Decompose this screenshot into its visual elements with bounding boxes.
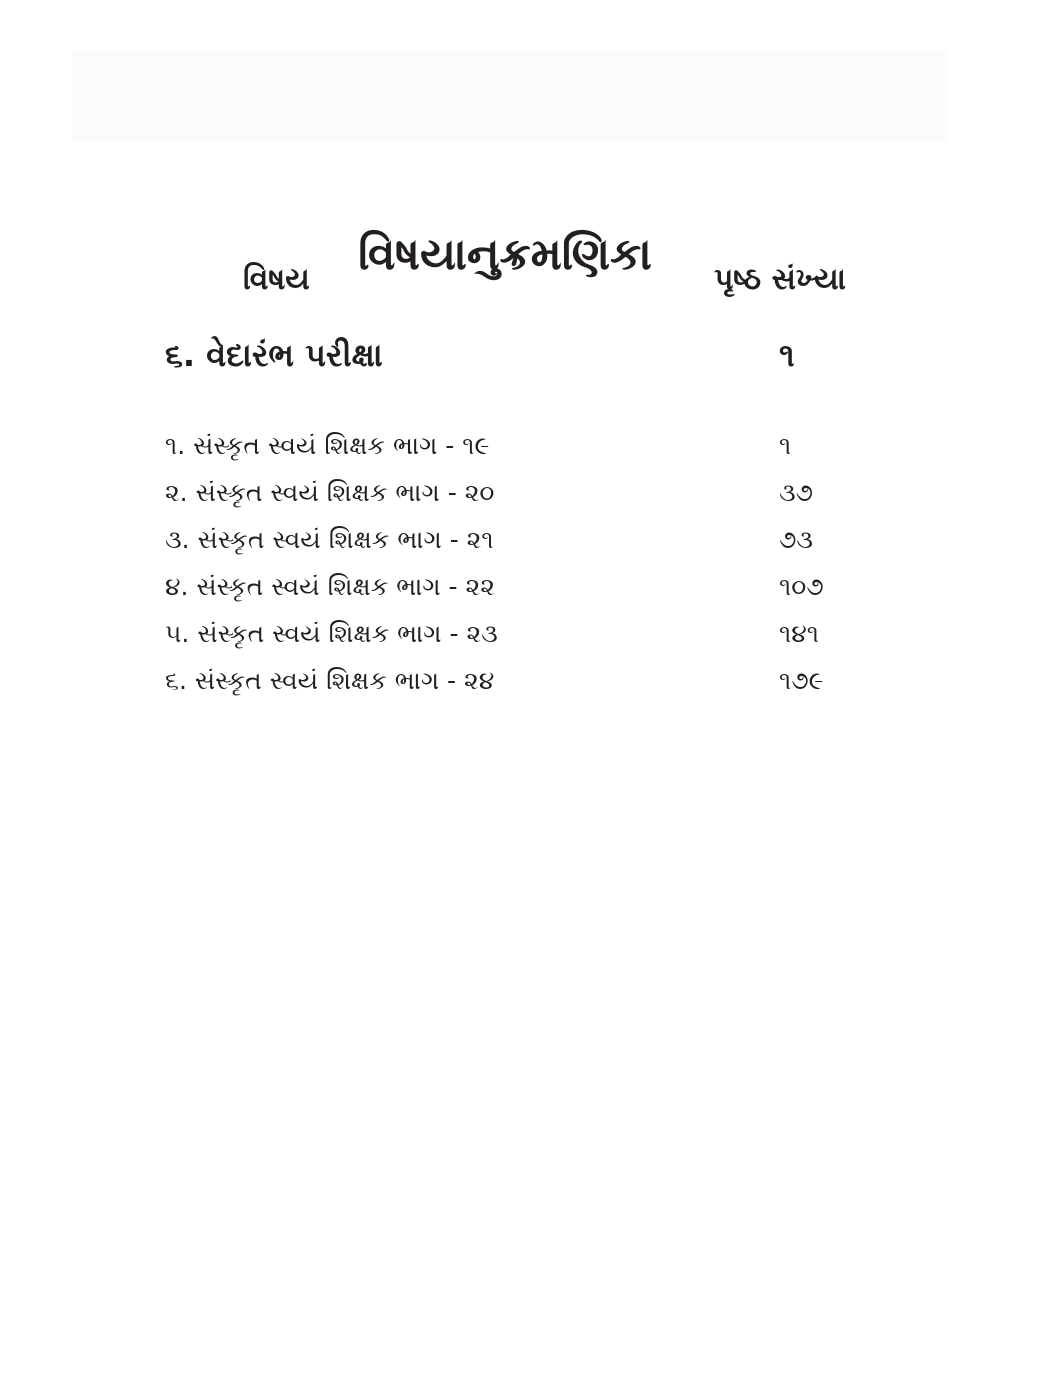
toc-entry <box>165 612 865 659</box>
toc-entry <box>165 565 865 612</box>
toc-entry-title: ૧. સંસ્કૃત સ્વયં શિક્ષક ભાગ - ૧૯ <box>165 431 490 460</box>
section-heading <box>165 330 865 380</box>
toc-entry <box>165 518 865 565</box>
toc-entry-page: ૧૭૯ <box>779 666 824 695</box>
toc-entry <box>165 659 865 706</box>
toc-list <box>165 424 865 706</box>
toc-entry-page: ૭૩ <box>779 525 814 554</box>
toc-entry-page: ૧૪૧ <box>779 619 820 648</box>
column-header-subject: વિષય <box>243 262 310 297</box>
toc-entry <box>165 471 865 518</box>
toc-entry-title: ૪. સંસ્કૃત સ્વયં શિક્ષક ભાગ - ૨૨ <box>165 572 495 601</box>
top-shaded-band <box>72 50 948 142</box>
section-page-number: ૧ <box>779 336 795 374</box>
toc-entry-page: ૧૦૭ <box>779 572 824 601</box>
toc-entry-title: ૨. સંસ્કૃત સ્વયં શિક્ષક ભાગ - ૨૦ <box>165 478 495 507</box>
toc-entry-page: ૩૭ <box>779 478 814 507</box>
page-title: વિષયાનુક્રમણિકા <box>358 229 652 281</box>
section-title: ૬. વેદારંભ પરીક્ષા <box>165 336 383 374</box>
toc-entry-page: ૧ <box>779 431 792 460</box>
toc-entry-title: ૬. સંસ્કૃત સ્વયં શિક્ષક ભાગ - ૨૪ <box>165 666 495 695</box>
toc-entry <box>165 424 865 471</box>
column-header-page-number: પૃષ્ઠ સંખ્યા <box>714 262 847 297</box>
toc-entry-title: ૩. સંસ્કૃત સ્વયં શિક્ષક ભાગ - ૨૧ <box>165 525 494 554</box>
toc-entry-title: ૫. સંસ્કૃત સ્વયં શિક્ષક ભાગ - ૨૩ <box>165 619 498 648</box>
